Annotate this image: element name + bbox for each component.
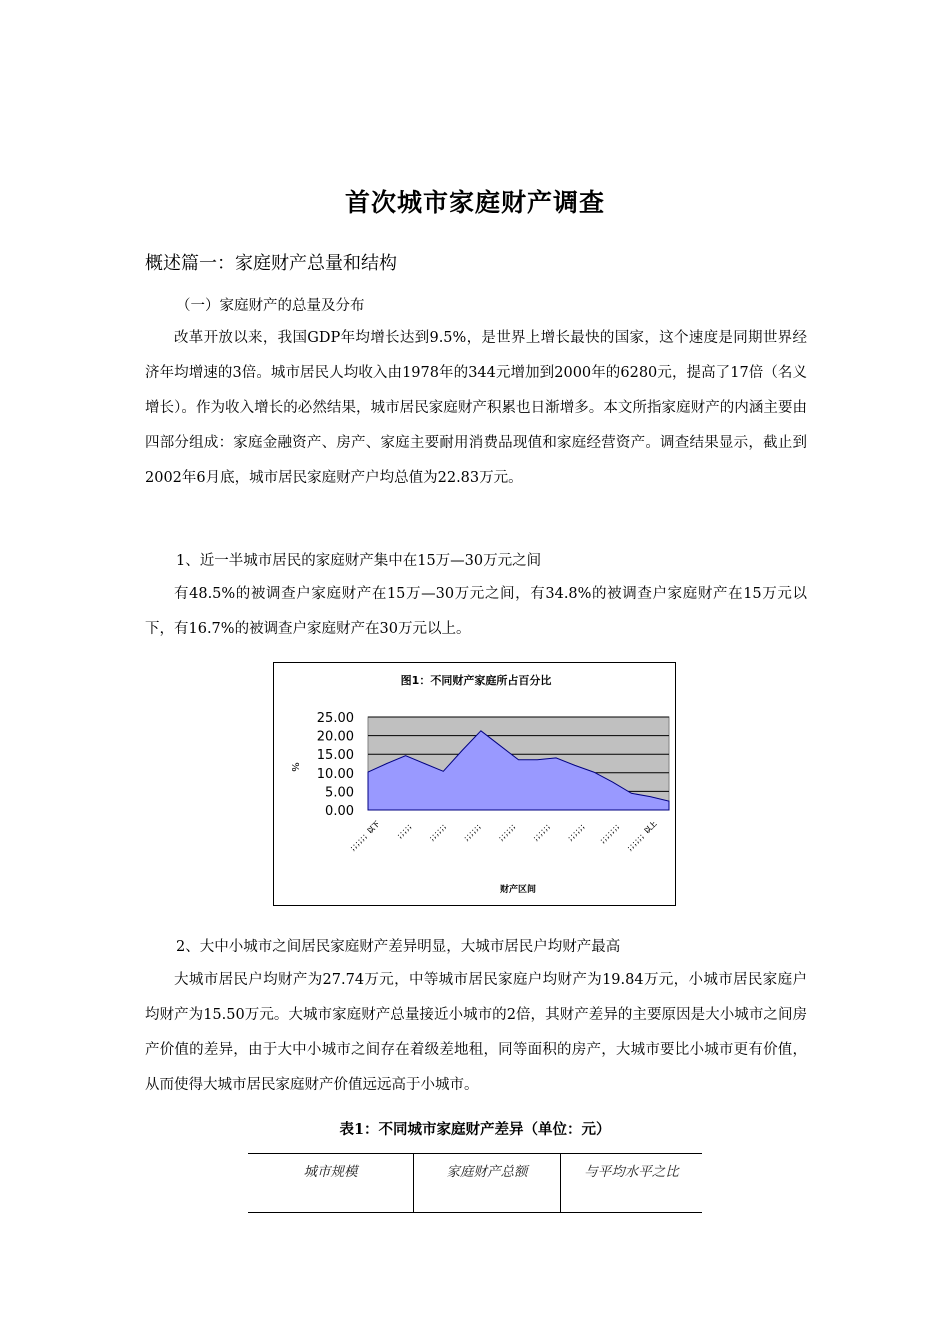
x-tick-label: ；；；；；；以下	[348, 819, 382, 853]
x-tick-label: ；；；；；	[395, 819, 417, 841]
chart-canvas	[274, 663, 675, 905]
x-tick-label: ；；；；；；	[566, 819, 590, 843]
point-1-paragraph: 有48.5%的被调查户家庭财产在15万—30万元之间，有34.8%的被调查户家庭财产在15万元以下，有16.7%的被调查户家庭财产在30万元以上。	[145, 586, 807, 637]
y-axis-label: %	[289, 762, 300, 772]
page-title: 首次城市家庭财产调查	[344, 188, 605, 217]
point-2-paragraph: 大城市居民户均财产为27.74万元，中等城市居民家庭户均财产为19.84万元，小城市居民家庭户均财产为15.50万元。大城市家庭财产总量接近小城市的2倍，其财产差异的主要原因是大小城市之间房产价值的差异，由于大中小城市之间存在着级差地租，同等面积的房产，大城市要比小城市更有价值，从而使得大城市居民家庭财产价值远远高于小城市。	[145, 972, 807, 1093]
y-tick-label: 0.00	[325, 804, 354, 819]
table-header-cell: 家庭财产总额	[414, 1154, 561, 1213]
x-tick-label: ；；；；；；	[531, 819, 555, 843]
intro-paragraph: 改革开放以来，我国GDP年均增长达到9.5%，是世界上增长最快的国家，这个速度是同期世界经济年均增速的3倍。城市居民人均收入由1978年的344元增加到2000年的6280元，提高了17倍（名义增长）。作为收入增长的必然结果，城市居民家庭财产积累也日渐增多。本文所指家庭财产的内涵主要由四部分组成：家庭金融资产、房产、家庭主要耐用消费品现值和家庭经营资产。调查结果显示，截止到2002年6月底，城市居民家庭财产户均总值为22.83万元。	[145, 330, 807, 486]
chart-title: 图1：不同财产家庭所占百分比	[400, 674, 552, 687]
section-heading: 概述篇一：家庭财产总量和结构	[145, 253, 397, 274]
table-caption: 表1：不同城市家庭财产差异（单位：元）	[339, 1121, 611, 1138]
y-tick-label: 10.00	[316, 766, 354, 782]
x-tick-label: ；；；；；；；	[598, 819, 624, 846]
x-tick-label: ；；；；；；	[462, 819, 486, 843]
x-tick-label: ；；；；；；	[427, 819, 451, 843]
y-tick-label: 15.00	[316, 748, 354, 764]
wealth-distribution-chart	[273, 662, 676, 906]
table-header-row	[248, 1154, 702, 1213]
table-header-cell: 与平均水平之比	[561, 1154, 703, 1213]
y-tick-label: 20.00	[316, 729, 354, 745]
x-tick-label: ；；；；；；	[496, 819, 520, 843]
table-header-cell: 城市规模	[248, 1154, 414, 1213]
y-tick-label: 5.00	[325, 785, 354, 801]
subsection-heading: （一）家庭财产的总量及分布	[176, 298, 365, 314]
y-tick-label: 25.00	[316, 711, 354, 726]
point-1-heading: 1、近一半城市居民的家庭财产集中在15万—30万元之间	[176, 553, 542, 569]
x-axis-label: 财产区间	[499, 885, 537, 895]
city-wealth-table	[248, 1153, 702, 1213]
point-2-heading: 2、大中小城市之间居民家庭财产差异明显，大城市居民户均财产最高	[176, 939, 621, 955]
x-tick-label: ；；；；；；以上	[625, 819, 659, 853]
